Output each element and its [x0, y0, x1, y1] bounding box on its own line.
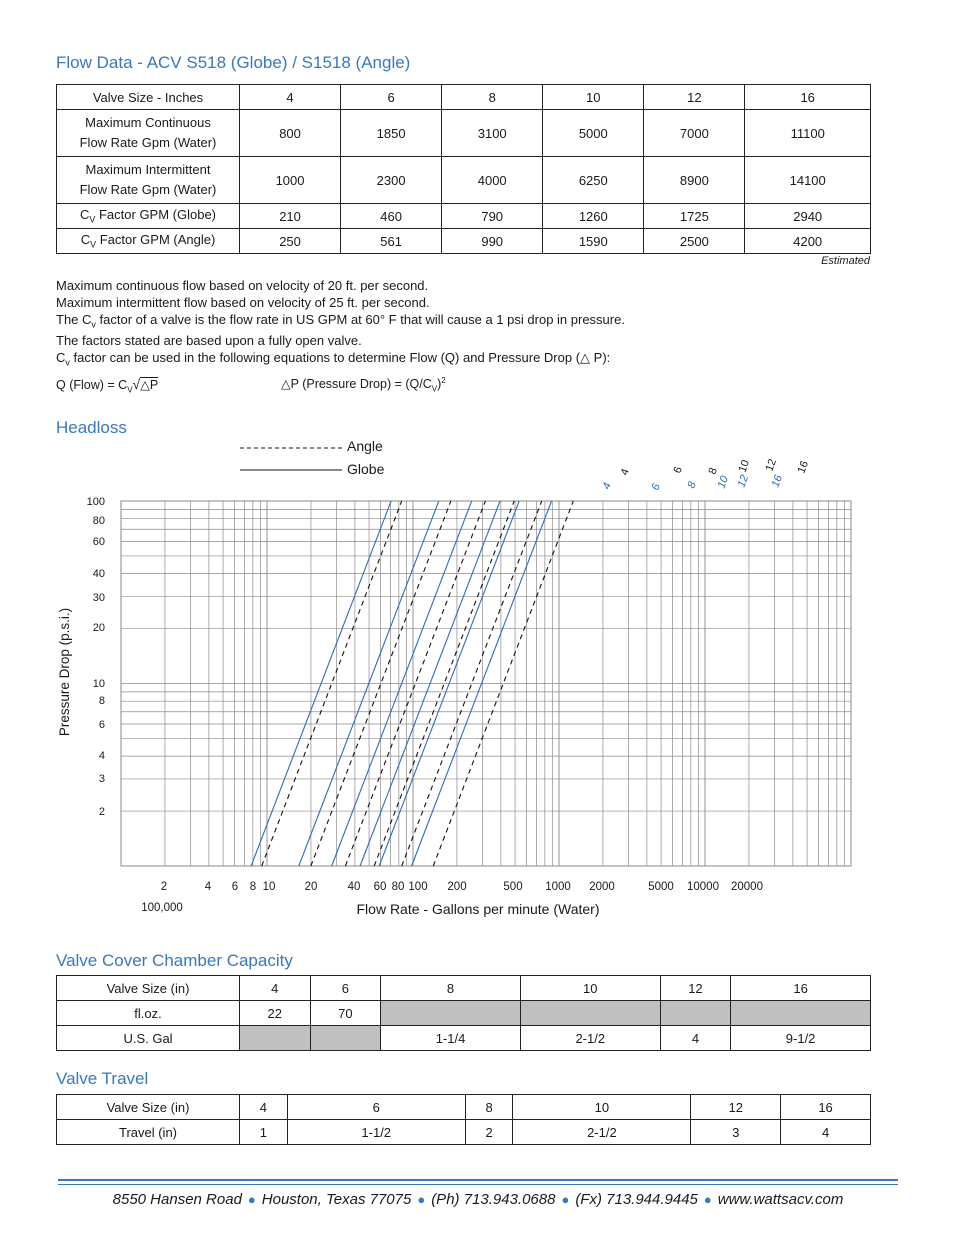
table-cell: 561: [341, 229, 442, 254]
table-cell: 800: [240, 110, 341, 157]
y-tick-label: 3: [98, 773, 105, 785]
table-cell: 2500: [644, 229, 745, 254]
table-cell: 5000: [543, 110, 644, 157]
table-cell: 1260: [543, 204, 644, 229]
cv-sub: V: [90, 239, 97, 250]
x-tick-label: 6: [231, 881, 239, 893]
x-tick-label: 4: [204, 881, 212, 893]
footer-fax: (Fx) 713.944.9445: [575, 1191, 698, 1208]
table-cell: 8900: [644, 157, 745, 204]
table-cell: 22: [240, 1001, 311, 1026]
chamber-table: [56, 975, 871, 1051]
table-cell: 14100: [745, 157, 871, 204]
table-cell: 8: [465, 1095, 513, 1120]
table-cell: 2: [465, 1120, 513, 1145]
table-cell: 4000: [442, 157, 543, 204]
y-tick-label: 80: [92, 515, 105, 527]
chart-labels: [57, 457, 811, 917]
row-label: Valve Size - Inches: [57, 85, 240, 110]
x-tick-label: 5000: [648, 881, 674, 893]
cv-rest: Factor GPM (Globe): [95, 207, 217, 223]
note-line: Maximum intermittent flow based on velocity of 25 ft. per second.: [56, 294, 430, 310]
angle-size-label: 8: [706, 466, 720, 477]
travel-title: Valve Travel: [56, 1069, 149, 1088]
eq-sub: V: [431, 384, 438, 394]
angle-size-label: 4: [618, 467, 632, 478]
table-cell: 6250: [543, 157, 644, 204]
row-label-line: Flow Rate Gpm (Water): [79, 135, 217, 150]
table-cell: 2940: [745, 204, 871, 229]
footer-phone[interactable]: (Ph) 713.943.0688: [431, 1191, 556, 1208]
note-line: Maximum continuous flow based on velocity of 20 ft. per second.: [56, 278, 429, 293]
x-tick-label: 20000: [731, 881, 763, 893]
headloss-title: Headloss: [56, 418, 127, 437]
table-cell-empty: [660, 1001, 731, 1026]
globe-size-label: 16: [769, 473, 786, 490]
eq-text: △P (Pressure Drop) = (Q/C: [281, 377, 432, 392]
legend-angle-label: Angle: [347, 438, 383, 454]
x-multiplier-label: 100,000: [141, 902, 183, 914]
note-text: C: [56, 349, 66, 365]
table-cell: 4: [240, 85, 341, 110]
footer: [58, 1191, 898, 1208]
row-label-line: Maximum Continuous: [85, 115, 211, 130]
row-label: Valve Size (in): [57, 976, 240, 1001]
y-tick-label: 2: [98, 806, 105, 818]
table-cell: 1725: [644, 204, 745, 229]
globe-size-label: 10: [715, 474, 732, 491]
eq-text: ): [437, 377, 442, 392]
y-axis-title: Pressure Drop (p.s.i.): [57, 607, 72, 737]
table-cell: 11100: [745, 110, 871, 157]
bullet-icon: ●: [247, 1192, 256, 1207]
table-cell: 1590: [543, 229, 644, 254]
x-tick-label: 8: [249, 881, 257, 893]
x-tick-label: 80: [391, 881, 405, 893]
table-cell: 6: [341, 85, 442, 110]
note-text: The C: [56, 311, 92, 327]
table-row: [57, 1120, 871, 1145]
y-tick-label: 10: [92, 678, 105, 690]
table-row: [57, 1026, 871, 1051]
table-cell: 4: [660, 1026, 731, 1051]
table-cell-empty: [381, 1001, 521, 1026]
y-tick-label: 20: [92, 622, 105, 634]
row-label: fl.oz.: [57, 1001, 240, 1026]
cv-rest: Factor GPM (Angle): [96, 232, 216, 248]
table-cell: 4: [240, 1095, 288, 1120]
x-tick-label: 200: [447, 881, 467, 893]
cv-c: C: [80, 232, 91, 248]
table-row: [57, 976, 871, 1001]
note-text: factor can be used in the following equations to determine Flow (Q) and Pressure Drop (△ P):: [69, 349, 611, 365]
table-cell: 10: [520, 976, 660, 1001]
eq-radicand: △P: [140, 378, 159, 392]
table-cell: 10: [513, 1095, 691, 1120]
globe-size-label: 6: [649, 482, 663, 493]
table-cell: 1000: [240, 157, 341, 204]
globe-size-label: 8: [685, 480, 699, 491]
table-cell: 460: [341, 204, 442, 229]
table-cell: 3: [691, 1120, 781, 1145]
table-cell: 12: [691, 1095, 781, 1120]
eq-sub: V: [127, 385, 133, 395]
travel-table: [56, 1094, 871, 1145]
table-row: [57, 1095, 871, 1120]
table-cell: 4: [240, 976, 311, 1001]
note-line: The factors stated are based upon a fully open valve.: [56, 332, 362, 348]
x-tick-label: 10: [262, 881, 276, 893]
row-label: U.S. Gal: [57, 1026, 240, 1051]
table-cell-empty: [240, 1026, 311, 1051]
table-cell: 4: [781, 1120, 871, 1145]
y-tick-label: 8: [98, 695, 105, 707]
sqrt-icon: √: [132, 376, 141, 392]
x-tick-label: 20: [304, 881, 318, 893]
table-cell: 1-1/4: [381, 1026, 521, 1051]
chamber-title: Valve Cover Chamber Capacity: [56, 951, 293, 970]
footer-rule-top: [58, 1179, 898, 1181]
table-cell: 9-1/2: [731, 1026, 871, 1051]
x-tick-label: 2: [160, 881, 168, 893]
y-tick-label: 100: [86, 496, 105, 508]
table-cell: 70: [310, 1001, 381, 1026]
y-tick-label: 60: [92, 536, 105, 548]
table-cell-empty: [310, 1026, 381, 1051]
flow-data-title: Flow Data - ACV S518 (Globe) / S1518 (Angle): [56, 53, 411, 72]
table-cell: 2-1/2: [520, 1026, 660, 1051]
table-cell: 16: [731, 976, 871, 1001]
table-row: [57, 1001, 871, 1026]
table-cell-empty: [520, 1001, 660, 1026]
angle-size-label: 12: [763, 457, 780, 474]
table-cell: 1850: [341, 110, 442, 157]
footer-website-link[interactable]: www.wattsacv.com: [717, 1191, 844, 1208]
row-label: Valve Size (in): [57, 1095, 240, 1120]
row-label-line: Flow Rate Gpm (Water): [79, 182, 217, 197]
bullet-icon: ●: [417, 1192, 426, 1207]
footer-city: Houston, Texas 77075: [261, 1191, 412, 1208]
table-cell: 2-1/2: [513, 1120, 691, 1145]
table-cell: 16: [781, 1095, 871, 1120]
note-sub: v: [65, 357, 70, 368]
x-tick-label: 60: [373, 881, 387, 893]
cv-sub: V: [89, 214, 96, 225]
x-tick-label: 2000: [589, 881, 615, 893]
angle-size-label: 16: [795, 459, 812, 476]
table-cell: 8: [442, 85, 543, 110]
table-cell: 16: [745, 85, 871, 110]
table-cell: 210: [240, 204, 341, 229]
globe-size-label: 12: [735, 473, 752, 490]
globe-size-label: 4: [600, 481, 614, 492]
table-cell: 790: [442, 204, 543, 229]
cv-c: C: [79, 207, 90, 223]
x-tick-label: 10000: [687, 881, 719, 893]
angle-size-label: 10: [736, 458, 753, 475]
table-cell: 10: [543, 85, 644, 110]
table-cell: 12: [644, 85, 745, 110]
table-cell: 2300: [341, 157, 442, 204]
y-tick-label: 6: [98, 719, 105, 731]
angle-size-label: 6: [671, 465, 685, 476]
table-cell: 8: [381, 976, 521, 1001]
eq-text: Q (Flow) = C: [56, 378, 128, 392]
note-sub: v: [91, 319, 96, 330]
bullet-icon: ●: [703, 1192, 712, 1207]
x-tick-label: 100: [408, 881, 428, 893]
estimated-note: Estimated: [821, 255, 870, 267]
legend-globe-label: Globe: [347, 461, 385, 477]
table-cell: 7000: [644, 110, 745, 157]
table-cell-empty: [731, 1001, 871, 1026]
y-tick-label: 40: [92, 568, 105, 580]
footer-rule-bottom: [58, 1184, 898, 1185]
table-cell: 1: [240, 1120, 288, 1145]
y-tick-label: 30: [92, 592, 105, 604]
x-tick-label: 40: [347, 881, 361, 893]
table-cell: 6: [287, 1095, 465, 1120]
row-label-line: Maximum Intermittent: [85, 162, 211, 177]
row-label: Travel (in): [57, 1120, 240, 1145]
eq-sup: 2: [441, 376, 446, 385]
x-tick-label: 500: [503, 881, 523, 893]
bullet-icon: ●: [561, 1192, 570, 1207]
table-cell: 250: [240, 229, 341, 254]
table-cell: 990: [442, 229, 543, 254]
x-tick-label: 1000: [545, 881, 571, 893]
table-cell: 6: [310, 976, 381, 1001]
table-cell: 1-1/2: [287, 1120, 465, 1145]
chart-grid: [121, 501, 851, 866]
table-cell: 12: [660, 976, 731, 1001]
table-cell: 3100: [442, 110, 543, 157]
footer-address: 8550 Hansen Road: [112, 1191, 242, 1208]
table-cell: 4200: [745, 229, 871, 254]
x-axis-title: Flow Rate - Gallons per minute (Water): [356, 901, 600, 917]
y-tick-label: 4: [98, 750, 105, 762]
note-text: factor of a valve is the flow rate in US GPM at 60° F that will cause a 1 psi drop in pressure.: [95, 311, 625, 327]
